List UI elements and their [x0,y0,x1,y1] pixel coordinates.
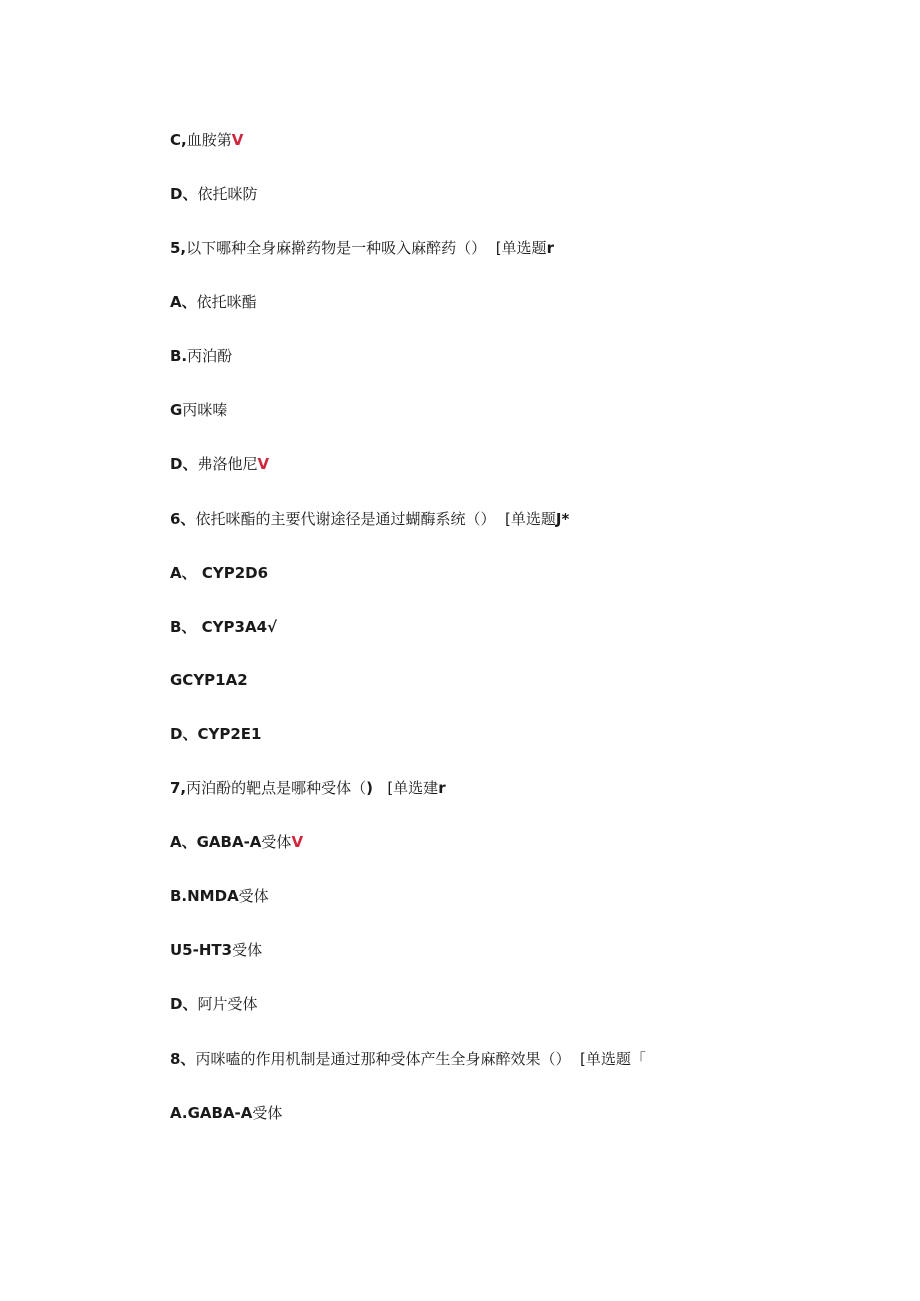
option-label: D、 [170,995,198,1013]
option-label: B.NMDA [170,887,239,905]
option-a-line [170,292,257,312]
option-label: D、 [170,455,198,473]
option-label: D、 [170,185,198,203]
option-label: A、GABA-A [170,833,262,851]
option-text: 受体 [232,941,263,959]
option-label: B、 CYP3A4 [170,618,268,636]
option-text: 受体 [252,1104,283,1122]
option-label: D、CYP2E1 [170,725,262,743]
question-type-tag: [单选题 [580,1050,631,1068]
correct-mark: V [231,131,244,149]
option-label: B. [170,347,188,365]
option-c-line [170,130,243,150]
question-6 [170,509,569,529]
option-label: A.GABA-A [170,1104,253,1122]
option-b-line [170,617,277,637]
option-text: 血胺第 [186,131,232,149]
option-text: 丙咪嗪 [182,401,228,419]
option-text: 阿片受体 [197,995,258,1013]
question-text: 丙泊酚的靶点是哪种受体（ [186,779,367,797]
option-a-line [170,832,303,852]
option-label: GCYP1A2 [170,671,248,689]
question-7 [170,778,446,798]
question-type-tag: [单选题 [505,510,556,528]
question-5 [170,238,554,258]
option-label: A、 [170,293,197,311]
question-text-bracket: ) [366,779,374,797]
question-text: 以下哪种全身麻擀药物是一种吸入麻醉药（） [186,239,487,257]
question-type-tag-end: J* [555,510,570,528]
option-c-line [170,940,262,960]
option-c-line [170,670,248,690]
question-number: 6、 [170,510,196,528]
question-type-tag-end: r [438,779,446,797]
option-a-line [170,563,268,583]
option-label: C, [170,131,187,149]
question-type-tag-end: 「 [630,1050,646,1068]
question-number: 7, [170,779,187,797]
option-text: 受体 [238,887,269,905]
option-b-line [170,886,269,906]
option-text: 依托咪酯 [196,293,257,311]
option-text: 丙泊酚 [187,347,233,365]
option-d-line [170,994,257,1014]
option-label: U5-HT3 [170,941,233,959]
question-text: 依托咪酯的主要代谢途径是通过蝴酶系统（） [195,510,496,528]
question-number: 5, [170,239,187,257]
option-text: 弗洛他尼 [197,455,258,473]
question-type-tag: [单选建 [387,779,439,797]
correct-mark: V [257,455,270,473]
correct-mark: √ [267,618,278,636]
option-b-line [170,346,232,366]
option-d-line [170,454,269,474]
option-c-line [170,400,227,420]
question-type-tag-end: r [546,239,554,257]
option-label: G [170,401,183,419]
question-number: 8、 [170,1050,196,1068]
option-text: 受体 [261,833,292,851]
correct-mark: V [291,833,304,851]
question-text: 丙咪嗑的作用机制是通过那种受体产生全身麻醉效果（） [195,1050,571,1068]
option-d-line [170,184,257,204]
option-a-line [170,1103,282,1123]
option-label: A、 CYP2D6 [170,564,269,582]
question-type-tag: [单选题 [495,239,547,257]
option-d-line [170,724,261,744]
question-8 [170,1049,646,1069]
option-text: 依托咪防 [197,185,258,203]
